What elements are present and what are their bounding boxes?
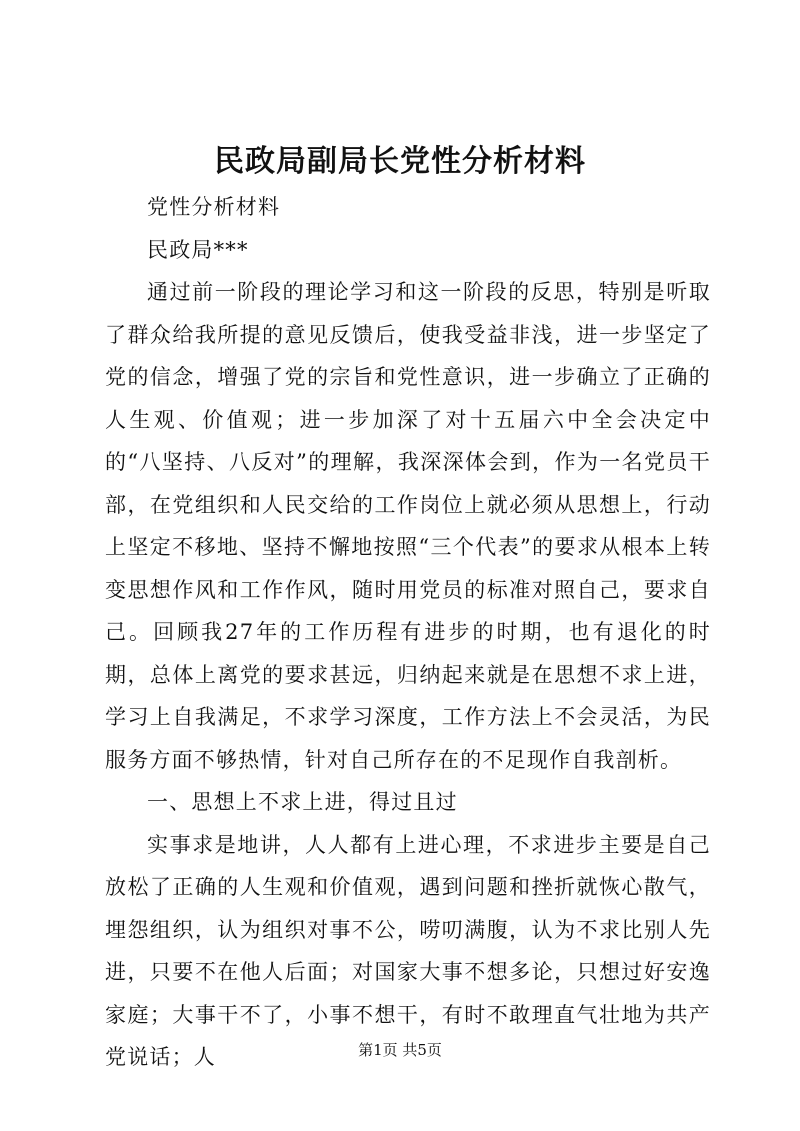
paragraph-intro: 通过前一阶段的理论学习和这一阶段的反思，特别是听取了群众给我所提的意见反馈后，使我受益非浅，进一步坚定了党的信念，增强了党的宗旨和党性意识，进一步确立了正确的人生观、价值观；进一步加深了对十五届六中全会决定中的“八坚持、八反对”的理解，我深深体会到，作为一名党员干部，在党组织和人民交给的工作岗位上就必须从思想上，行动上坚定不移地、坚持不懈地按照“三个代表”的要求从根本上转变思想作风和工作作风，随时用党员的标准对照自己，要求自己。回顾我27年的工作历程有进步的时期，也有退化的时期，总体上离党的要求甚远，归纳起来就是在思想不求上进，学习上自我满足，不求学习深度，工作方法上不会灵活，为民服务方面不够热情，针对自己所存在的不足现作自我剖析。 [105,280,711,772]
paragraph-section-1: 实事求是地讲，人人都有上进心理，不求进步主要是自己放松了正确的人生观和价值观，遇到问题和挫折就恢心散气，埋怨组织，认为组织对事不公，唠叨满腹，认为不求比别人先进，只要不在他人后面；对国家大事不想多论，只想过好安逸家庭；大事干不了，小事不想干，有时不敢理直气壮地为共产党说话；人 [105,832,711,1069]
paragraph-subtitle: 党性分析材料 [147,195,281,219]
section-heading-1: 一、思想上不求上进，得过且过 [147,790,458,814]
paragraph-author: 民政局*** [147,237,249,262]
page-number-footer: 第1页 共5页 [358,1041,442,1059]
document-body [105,186,711,1079]
document-title: 民政局副局长党性分析材料 [214,144,586,179]
